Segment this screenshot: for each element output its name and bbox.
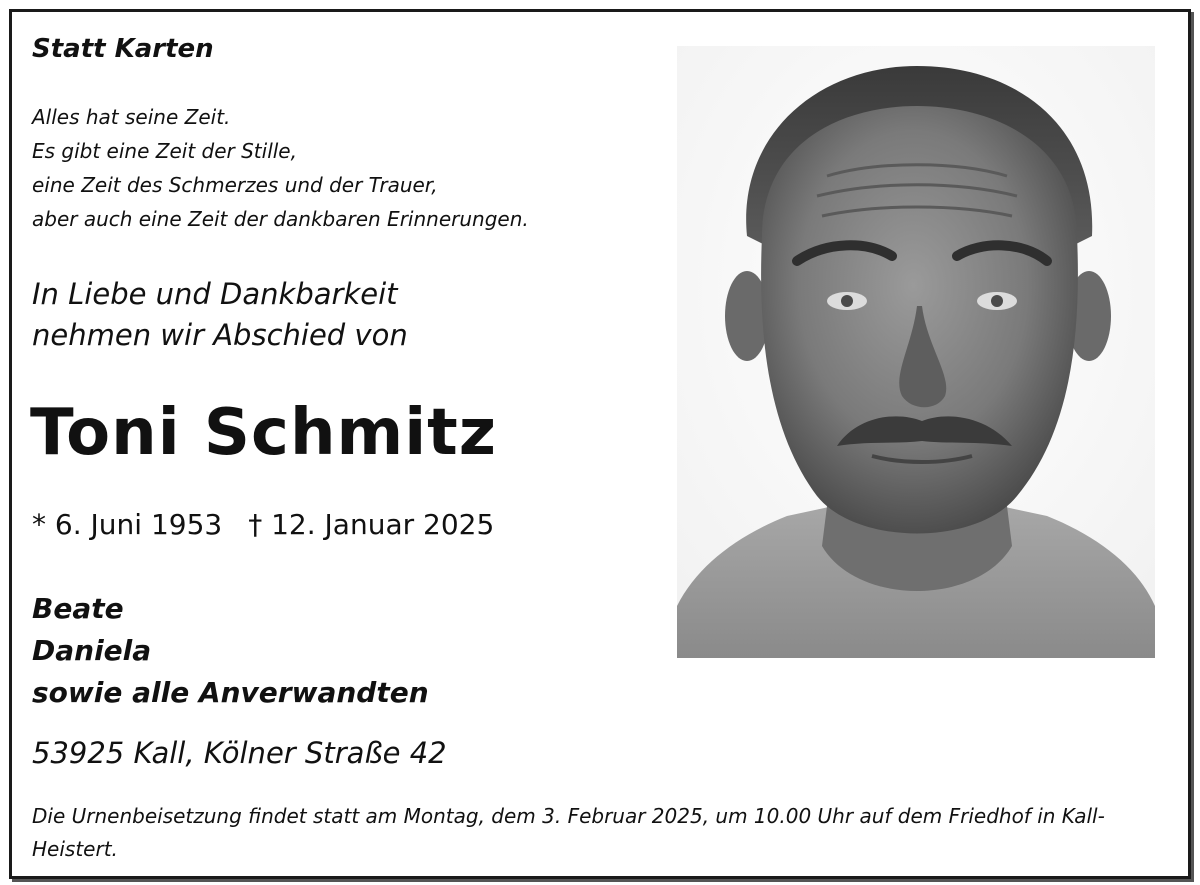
family-member: Beate — [32, 592, 124, 625]
poem-line: Es gibt eine Zeit der Stille, — [32, 139, 297, 163]
deceased-name: Toni Schmitz — [30, 396, 497, 470]
family-member: sowie alle Anverwandten — [32, 676, 429, 709]
portrait-image — [677, 46, 1155, 658]
poem-line: aber auch eine Zeit der dankbaren Erinnerungen. — [32, 207, 529, 231]
portrait-photo — [677, 46, 1155, 658]
notice-header: Statt Karten — [32, 34, 214, 64]
poem-line: eine Zeit des Schmerzes und der Trauer, — [32, 173, 438, 197]
intro-text — [32, 274, 408, 356]
death-date: † 12. Januar 2025 — [248, 508, 495, 541]
poem — [32, 100, 529, 236]
family-signatures — [32, 588, 429, 714]
burial-info: Die Urnenbeisetzung findet statt am Montag, dem 3. Februar 2025, um 10.00 Uhr auf dem Friedhof in Kall-Heistert. — [32, 804, 1105, 861]
poem-line: Alles hat seine Zeit. — [32, 105, 231, 129]
family-member: Daniela — [32, 634, 152, 667]
intro-line: nehmen wir Abschied von — [32, 318, 408, 352]
intro-line: In Liebe und Dankbarkeit — [32, 277, 398, 311]
birth-date: * 6. Juni 1953 — [32, 508, 223, 541]
address: 53925 Kall, Kölner Straße 42 — [32, 736, 447, 770]
life-dates — [32, 508, 494, 541]
obituary-notice — [9, 9, 1191, 879]
